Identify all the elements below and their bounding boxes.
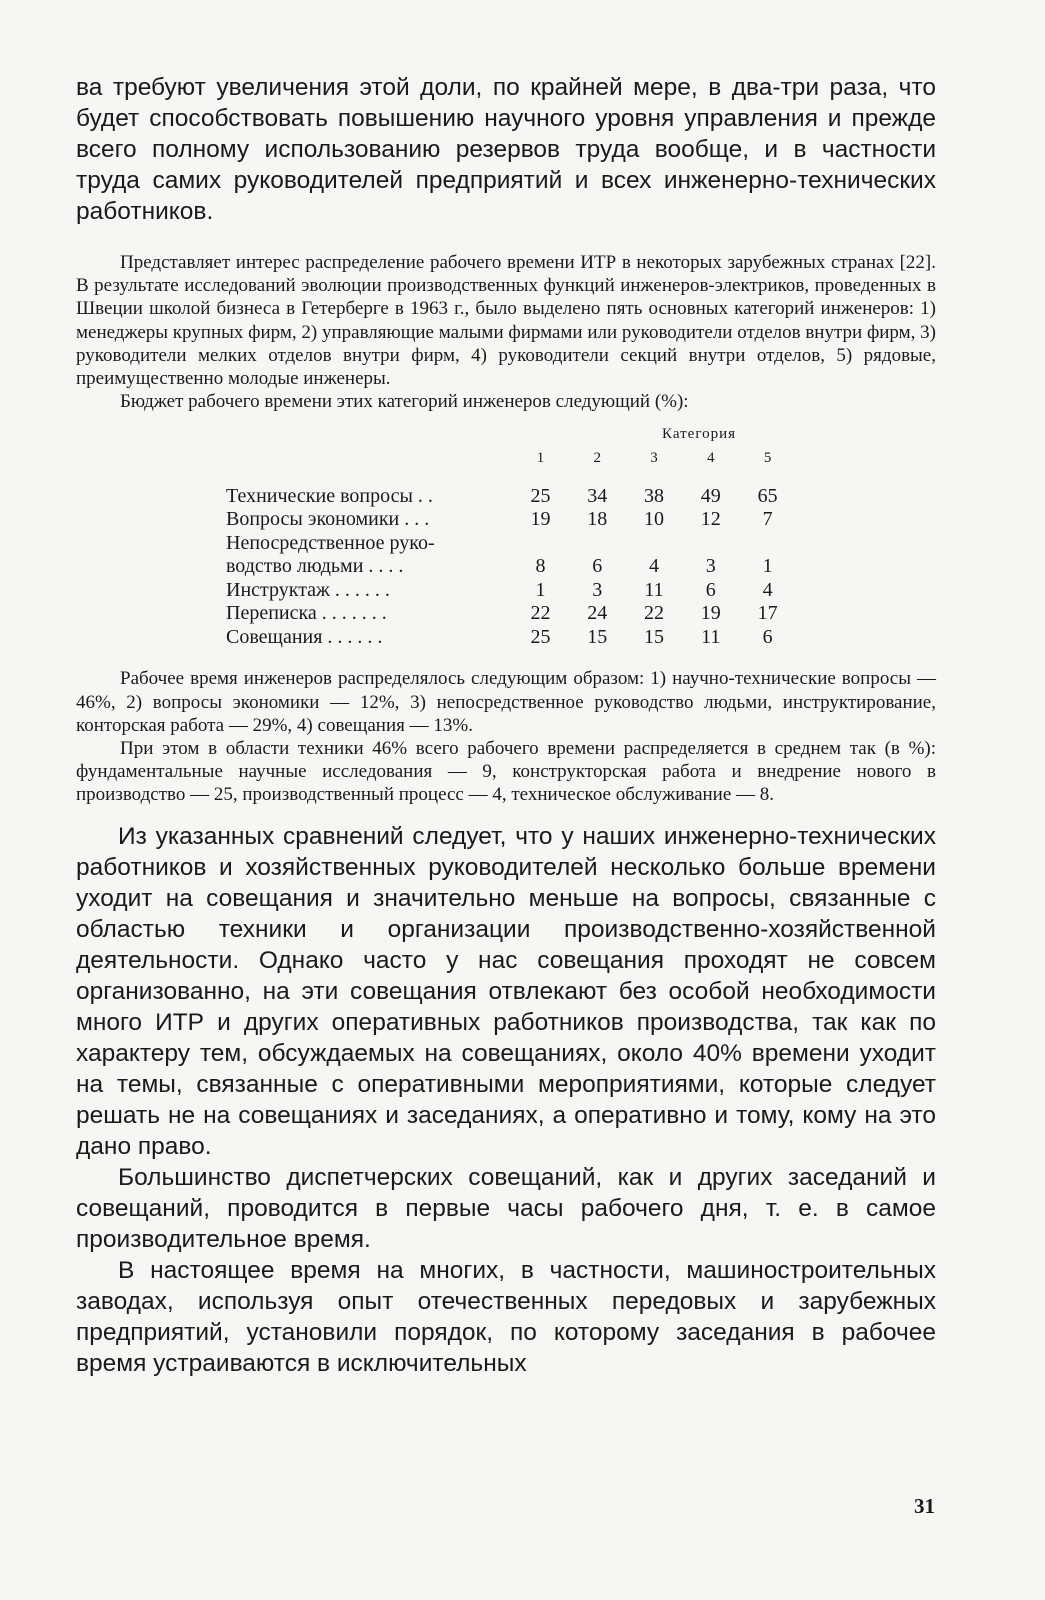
paragraph-continuation: ва требуют увеличения этой доли, по крайней мере, в два-три раза, что будет способствовать повышению научного уровня управления и прежде всего полному использованию резервов труда вообще, и в частности труда самих руководителей предприятий и всех инженерно-технических работников. bbox=[76, 74, 936, 225]
table-row bbox=[226, 602, 796, 626]
table-cell: 6 bbox=[592, 555, 603, 578]
table-row bbox=[226, 532, 796, 556]
table-cell: 15 bbox=[587, 625, 608, 648]
row-label: Технические вопросы . . bbox=[226, 484, 433, 507]
table-cell: 65 bbox=[757, 484, 778, 507]
table-cell: 22 bbox=[530, 602, 551, 625]
table-cell bbox=[626, 532, 683, 556]
table-cell: 24 bbox=[587, 602, 608, 625]
row-label: Вопросы экономики . . . bbox=[226, 508, 430, 531]
table-cell: 25 bbox=[530, 484, 551, 507]
table-cell: 4 bbox=[649, 555, 660, 578]
table-cell: 6 bbox=[705, 578, 716, 601]
column-header: 1 bbox=[536, 450, 545, 467]
table-cell: 22 bbox=[644, 602, 665, 625]
table-row bbox=[226, 555, 796, 579]
table-cell: 3 bbox=[592, 578, 603, 601]
table-cell: 11 bbox=[701, 625, 721, 648]
table-cell: 49 bbox=[700, 484, 721, 507]
table-cell: 6 bbox=[762, 625, 773, 648]
table-cell: 17 bbox=[757, 602, 778, 625]
table-cell bbox=[682, 532, 739, 556]
row-label: Переписка . . . . . . . bbox=[226, 602, 387, 625]
column-header: 4 bbox=[707, 450, 715, 467]
table-cell: 19 bbox=[700, 602, 721, 625]
table-cell: 10 bbox=[644, 508, 665, 531]
small-paragraph-intro: Представляет интерес распределение рабочего времени ИТР в некоторых зарубежных странах [22]. В результате исследований эволюции производственных функций инженеров-электриков, проведенных в Швеции школой бизнеса в Гетерберге в 1963 г., было выделено пять основных категорий инженеров: 1) менеджеры крупных фирм, 2) управляющие малыми фирмами или руководители отделов внутри фирм, 3) руководители мелких отделов внутри фирм, 4) руководители секций внутри отделов, 5) рядовые, преимущественно молодые инженеры. bbox=[76, 252, 936, 390]
table-cell: 11 bbox=[644, 578, 664, 601]
small-paragraph-distribution: Рабочее время инженеров распределялось следующим образом: 1) научно-технические вопросы — 46%, 2) вопросы экономики — 12%, 3) непосредственное руководство людьми, инструктирование, конторская работа — 29%, 4) совещания — 13%. bbox=[76, 668, 936, 736]
table-cell bbox=[569, 532, 626, 556]
table-cell bbox=[512, 532, 569, 556]
table-cell: 34 bbox=[587, 484, 608, 507]
category-header: Категория bbox=[662, 426, 737, 443]
table-cell: 25 bbox=[530, 625, 551, 648]
table-cell: 15 bbox=[644, 625, 665, 648]
table-cell: 1 bbox=[535, 578, 546, 601]
table-cell: 4 bbox=[762, 578, 773, 601]
column-header: 2 bbox=[593, 450, 601, 467]
row-label: Совещания . . . . . . bbox=[226, 625, 383, 648]
table-row bbox=[226, 579, 796, 603]
work-time-table bbox=[226, 423, 796, 649]
table-cell: 19 bbox=[530, 508, 551, 531]
table-cell: 8 bbox=[535, 555, 546, 578]
page-body bbox=[76, 72, 936, 1379]
table-cell bbox=[739, 532, 796, 556]
column-header: 3 bbox=[650, 450, 658, 467]
row-label: водство людьми . . . . bbox=[226, 555, 404, 578]
row-label: Непосредственное руко- bbox=[226, 531, 435, 554]
small-paragraph-budget: Бюджет рабочего времени этих категорий инженеров следующий (%): bbox=[120, 391, 689, 413]
table-cell: 38 bbox=[644, 484, 665, 507]
table-row bbox=[226, 508, 796, 532]
table-cell: 12 bbox=[700, 508, 721, 531]
table-cell: 18 bbox=[587, 508, 608, 531]
table-row bbox=[226, 485, 796, 509]
table-cell: 1 bbox=[762, 555, 773, 578]
table-cell: 3 bbox=[705, 555, 716, 578]
paragraph-comparison: Из указанных сравнений следует, что у наших инженерно-технических работников и хозяйственных руководителей несколько больше времени уходит на совещания и значительно меньше на вопросы, связанные с областью техники и организации производственно-хозяйственной деятельности. Однако часто у нас совещания проходят не совсем организованно, на эти совещания отвлекают без особой необходимости много ИТР и других оперативных работников производства, так как по характеру тем, обсуждаемых на совещаниях, около 40% времени уходит на темы, связанные с оперативными мероприятиями, которые следует решать не на совещаниях и заседаниях, а оперативно и тому, кому на это дано право. bbox=[76, 822, 936, 1160]
table-row bbox=[226, 626, 796, 650]
page-number: 31 bbox=[914, 1494, 935, 1518]
paragraph-dispatch: Большинство диспетчерских совещаний, как и других заседаний и совещаний, проводится в первые часы рабочего дня, т. е. в самое производительное время. bbox=[76, 1163, 936, 1253]
small-paragraph-technical: При этом в области техники 46% всего рабочего времени распределяется в среднем так (в %): фундаментальные научные исследования — 9, конструкторская работа и внедрение нового в производство — 25, производственный процесс — 4, техническое обслуживание — 8. bbox=[76, 738, 936, 806]
column-header: 5 bbox=[763, 450, 772, 467]
table-cell: 7 bbox=[762, 508, 773, 531]
row-label: Инструктаж . . . . . . bbox=[226, 578, 390, 601]
paragraph-current: В настоящее время на многих, в частности, машиностроительных заводах, используя опыт отечественных передовых и зарубежных предприятий, установили порядок, по которому заседания в рабочее время устраиваются в исключительных bbox=[76, 1256, 936, 1377]
